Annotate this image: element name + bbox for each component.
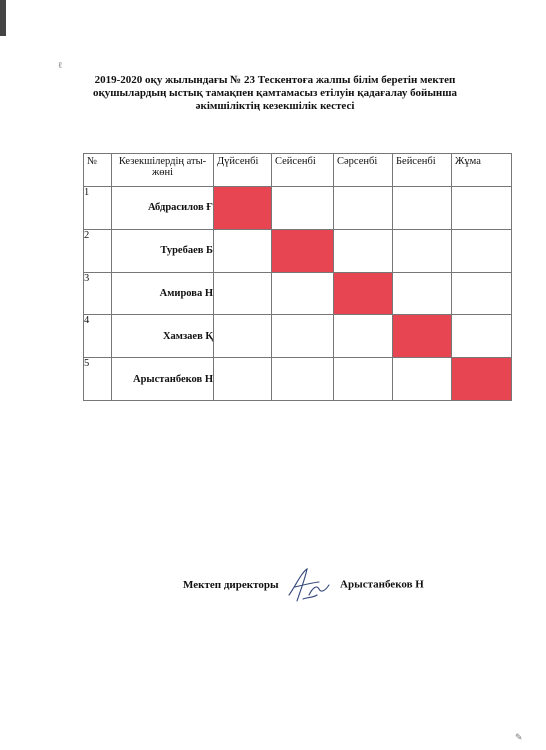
duty-cell [334, 315, 393, 358]
header-day: Дүйсенбі [214, 154, 272, 187]
scan-speck: ✎ [515, 732, 523, 742]
duty-cell [334, 358, 393, 401]
duty-cell-marked [393, 315, 452, 358]
person-name: Хамзаев Қ [112, 315, 214, 358]
person-name: Арыстанбеков Н [112, 358, 214, 401]
row-number: 2 [84, 229, 112, 272]
scan-edge-mark [0, 0, 6, 36]
duty-cell-marked [334, 272, 393, 315]
table-row [84, 187, 512, 230]
header-row [84, 154, 512, 187]
person-name: Абдрасилов Ғ [112, 187, 214, 230]
duty-cell [272, 315, 334, 358]
duty-cell-marked [452, 358, 512, 401]
title-line: 2019-2020 оқу жылындағы № 23 Тескентоғa жалпы білім беретін мектеп [94, 74, 456, 86]
title-line: әкімшіліктің кезекшілік кестесі [195, 100, 355, 112]
header-day: Жұма [452, 154, 512, 187]
duty-cell [334, 229, 393, 272]
duty-cell [452, 272, 512, 315]
row-number: 3 [84, 272, 112, 315]
row-number: 1 [84, 187, 112, 230]
duty-cell-marked [272, 229, 334, 272]
signature-block [183, 565, 424, 605]
duty-cell [452, 187, 512, 230]
header-name: Кезекшілердің аты-жөні [112, 154, 214, 187]
table-row [84, 272, 512, 315]
header-num: № [84, 154, 112, 187]
duty-cell [214, 272, 272, 315]
table-row [84, 229, 512, 272]
duty-cell [272, 272, 334, 315]
scan-speck: ℓ [58, 60, 63, 70]
director-role: Мектеп директоры [183, 578, 279, 591]
person-name: Амирова Н [112, 272, 214, 315]
duty-cell [272, 358, 334, 401]
title-line: оқушылардың ыстық тамақпен қамтамасыз етілуін қадағалау бойынша [92, 87, 458, 99]
duty-cell [452, 315, 512, 358]
header-day: Сейсенбі [272, 154, 334, 187]
row-number: 4 [84, 315, 112, 358]
duty-cell [452, 229, 512, 272]
duty-cell [214, 358, 272, 401]
duty-cell [393, 272, 452, 315]
duty-cell [393, 229, 452, 272]
duty-cell [214, 229, 272, 272]
document-title [60, 74, 490, 113]
duty-schedule-table [83, 153, 512, 401]
table-row [84, 358, 512, 401]
person-name: Туребаев Б [112, 229, 214, 272]
table-row [84, 315, 512, 358]
row-number: 5 [84, 358, 112, 401]
duty-cell [214, 315, 272, 358]
director-name: Арыстанбеков Н [340, 578, 424, 591]
duty-cell [272, 187, 334, 230]
duty-cell-marked [214, 187, 272, 230]
duty-cell [393, 358, 452, 401]
duty-cell [334, 187, 393, 230]
header-day: Сәрсенбі [334, 154, 393, 187]
duty-cell [393, 187, 452, 230]
handwritten-signature [283, 565, 335, 605]
header-day: Бейсенбі [393, 154, 452, 187]
